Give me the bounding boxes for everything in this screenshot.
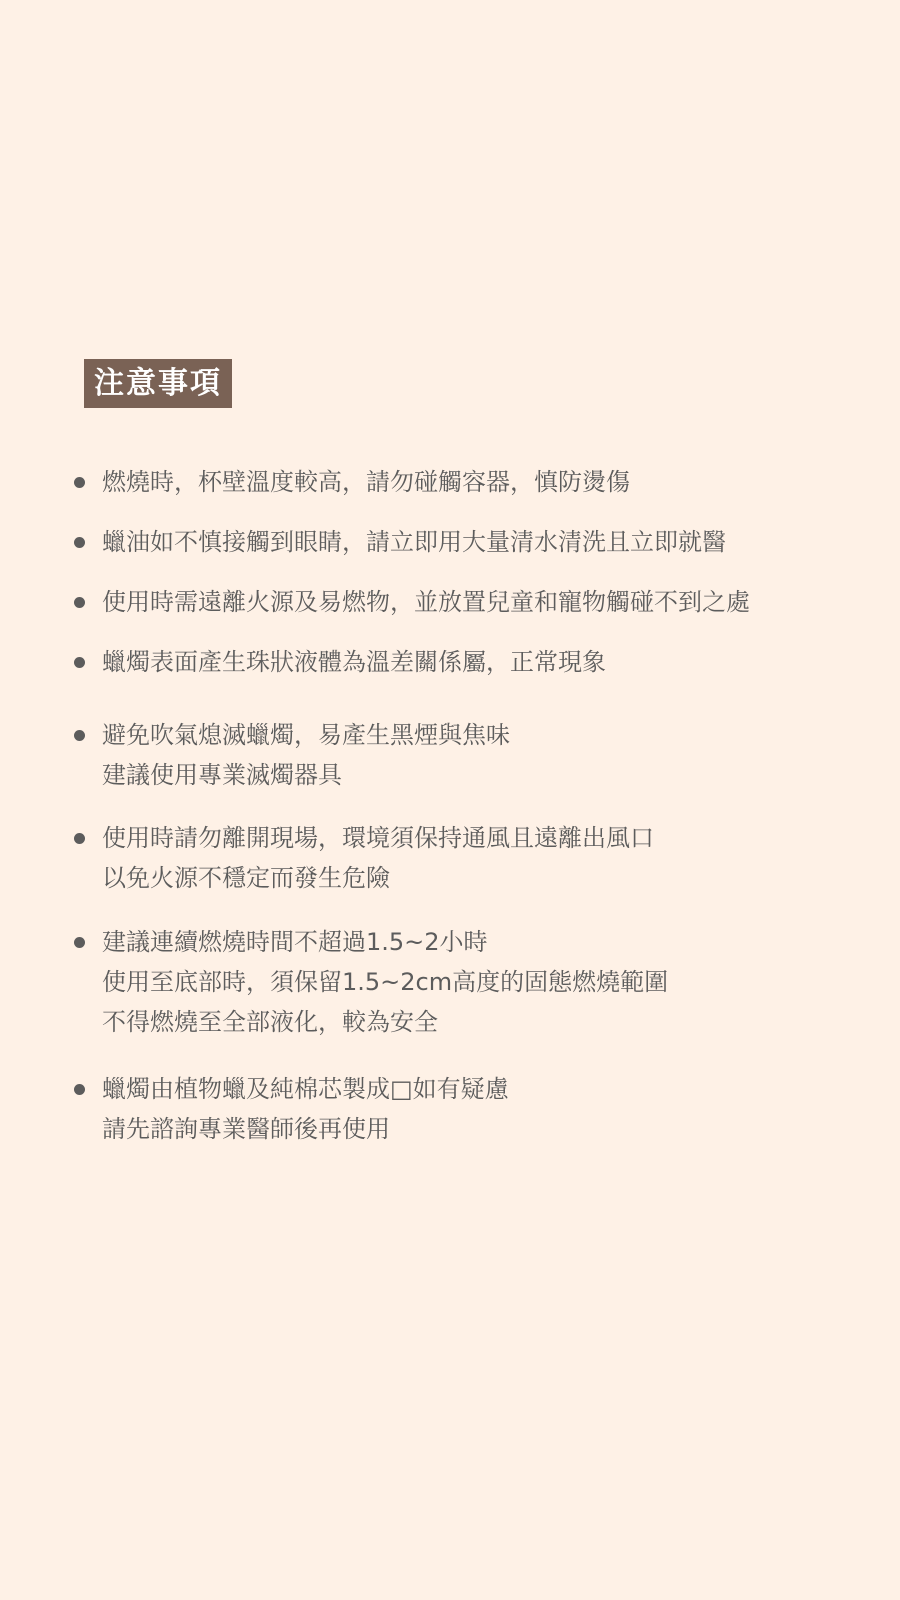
bullet-icon xyxy=(74,833,85,844)
item-text: 避免吹氣熄滅蠟燭，易產生黑煙與焦味 xyxy=(102,721,510,749)
list-item xyxy=(102,642,892,682)
item-text: 請先諮詢專業醫師後再使用 xyxy=(102,1115,390,1143)
bullet-icon xyxy=(74,1084,85,1095)
list-item xyxy=(102,715,892,795)
item-text: 建議連續燃燒時間不超過1.5~2小時 xyxy=(102,928,488,956)
list-item xyxy=(102,818,892,898)
bullet-icon xyxy=(74,477,85,488)
item-text: 蠟燭由植物蠟及純棉芯製成□如有疑慮 xyxy=(102,1075,509,1103)
list-item xyxy=(102,522,892,562)
bullet-icon xyxy=(74,937,85,948)
item-text: 以免火源不穩定而發生危險 xyxy=(102,864,390,892)
list-item xyxy=(102,462,892,502)
list-item xyxy=(102,582,892,622)
item-text: 不得燃燒至全部液化，較為安全 xyxy=(102,1008,438,1036)
item-text: 使用至底部時，須保留1.5~2cm高度的固態燃燒範圍 xyxy=(102,968,669,996)
section-title: 注意事項 xyxy=(84,359,232,408)
bullet-icon xyxy=(74,657,85,668)
list-item xyxy=(102,922,892,1042)
item-text: 蠟油如不慎接觸到眼睛，請立即用大量清水清洗且立即就醫 xyxy=(102,528,726,556)
bullet-icon xyxy=(74,597,85,608)
item-text: 使用時請勿離開現場，環境須保持通風且遠離出風口 xyxy=(102,824,654,852)
item-text: 燃燒時，杯壁溫度較高，請勿碰觸容器，慎防燙傷 xyxy=(102,468,630,496)
item-text: 蠟燭表面產生珠狀液體為溫差關係屬，正常現象 xyxy=(102,648,606,676)
bullet-icon xyxy=(74,537,85,548)
bullet-icon xyxy=(74,730,85,741)
item-text: 使用時需遠離火源及易燃物，並放置兒童和寵物觸碰不到之處 xyxy=(102,588,750,616)
item-text: 建議使用專業滅燭器具 xyxy=(102,761,342,789)
list-item xyxy=(102,1069,892,1149)
